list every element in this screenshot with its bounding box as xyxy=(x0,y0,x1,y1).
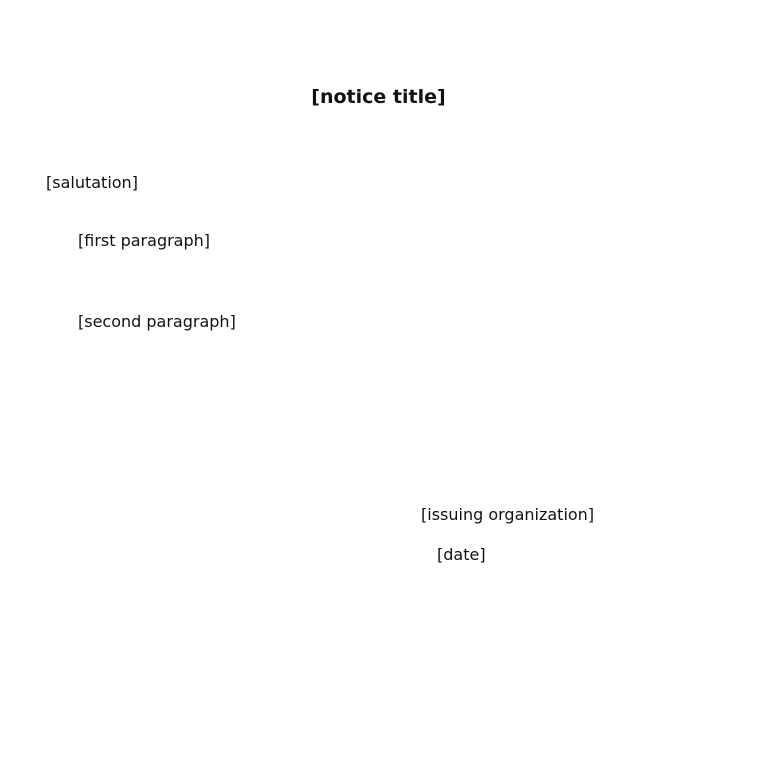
signature-date: [date] xyxy=(437,545,486,564)
signature-organization: [issuing organization] xyxy=(421,505,595,524)
salutation: [salutation] xyxy=(46,173,138,192)
page-title: [notice title] xyxy=(311,86,446,108)
body-paragraph-2: [second paragraph] xyxy=(78,312,236,331)
body-paragraph-1: [first paragraph] xyxy=(78,231,211,250)
